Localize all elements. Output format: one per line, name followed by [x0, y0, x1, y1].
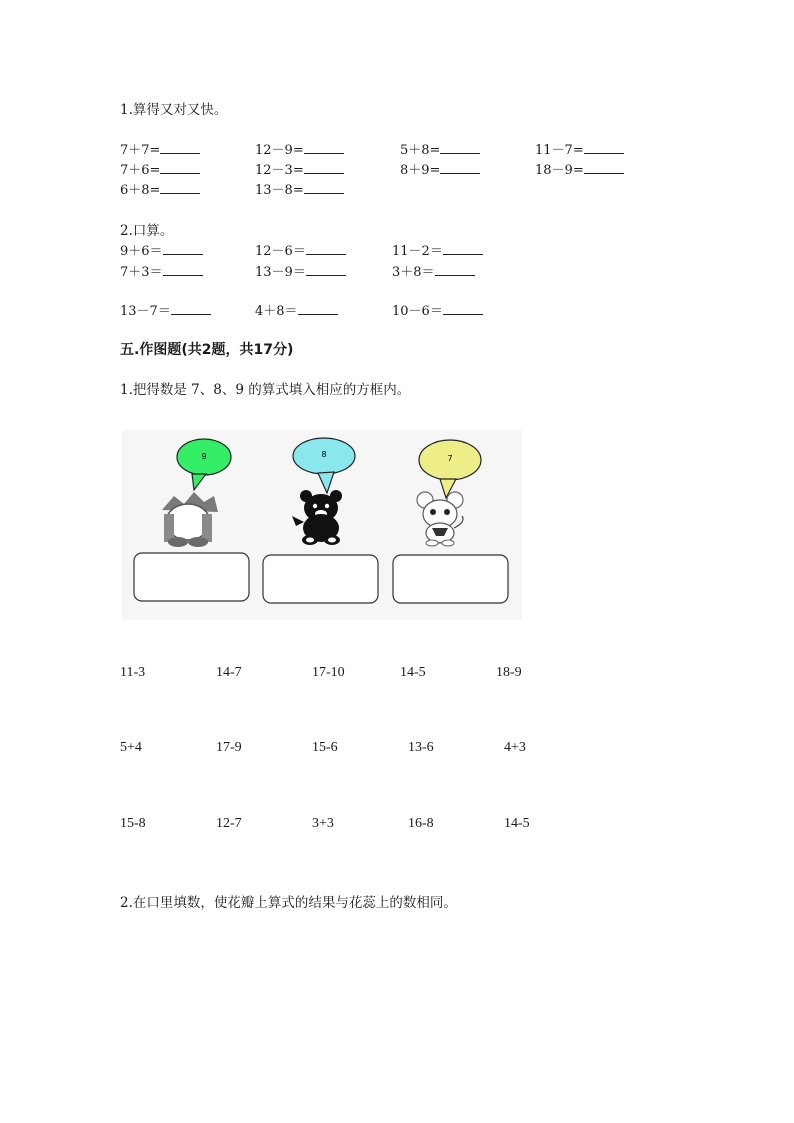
- q2-row2-item2: 13－9＝: [255, 261, 346, 280]
- answer-blank[interactable]: [440, 161, 480, 174]
- formula-item: 16-8: [408, 816, 434, 831]
- answer-blank[interactable]: [171, 302, 211, 315]
- answer-blank[interactable]: [443, 242, 483, 255]
- formula-item: 3+3: [312, 816, 334, 831]
- answer-box-9[interactable]: [134, 553, 249, 601]
- answer-blank[interactable]: [443, 302, 483, 315]
- q1-row3-item2: 13－8=: [255, 179, 344, 198]
- q2-row3-item3: 10－6＝: [392, 300, 483, 319]
- answer-blank[interactable]: [304, 161, 344, 174]
- formula-item: 14-5: [504, 816, 530, 831]
- q2-row1-item2: 12－6＝: [255, 240, 346, 259]
- answer-blank[interactable]: [163, 263, 203, 276]
- speech-bubble-7: [419, 440, 481, 498]
- q2-row3-item2: 4＋8＝: [255, 300, 338, 319]
- formula-item: 17-10: [312, 665, 345, 680]
- answer-blank[interactable]: [306, 263, 346, 276]
- q1-row1-item4: 11－7=: [535, 139, 624, 158]
- answer-blank[interactable]: [160, 181, 200, 194]
- q2-row2-item3: 3＋8＝: [392, 261, 475, 280]
- q2-row3-item1: 13－7＝: [120, 300, 211, 319]
- speech-bubble-8: [293, 438, 355, 493]
- q1-row2-item4: 18－9=: [535, 159, 624, 178]
- answer-blank[interactable]: [435, 263, 475, 276]
- answer-blank[interactable]: [440, 141, 480, 154]
- animal-figure: [122, 430, 522, 620]
- q2-row2-item1: 7＋3＝: [120, 261, 203, 280]
- grey-creature-illustration: [162, 492, 218, 547]
- q1-row1-item2: 12－9=: [255, 139, 344, 158]
- formula-item: 17-9: [216, 740, 242, 755]
- q1-row2-item3: 8＋9=: [400, 159, 480, 178]
- bubble-number: 8: [321, 450, 327, 459]
- section-heading: 五.作图题(共2题，共17分): [120, 342, 294, 358]
- answer-blank[interactable]: [584, 141, 624, 154]
- answer-blank[interactable]: [584, 161, 624, 174]
- q1-row3-item1: 6＋8=: [120, 179, 200, 198]
- formula-item: 12-7: [216, 816, 242, 831]
- formula-item: 18-9: [496, 665, 522, 680]
- mouse-illustration: [417, 492, 463, 546]
- q2-title: 2.口算。: [120, 223, 174, 239]
- answer-blank[interactable]: [304, 181, 344, 194]
- animal-figure-svg: [122, 430, 522, 620]
- q1-title: 1.算得又对又快。: [120, 102, 228, 118]
- formula-item: 15-8: [120, 816, 146, 831]
- q2-row1-item3: 11－2＝: [392, 240, 483, 259]
- formula-item: 11-3: [120, 665, 146, 680]
- formula-item: 13-6: [408, 740, 434, 755]
- answer-blank[interactable]: [304, 141, 344, 154]
- speech-bubble-9: [177, 439, 231, 490]
- formula-item: 14-5: [400, 665, 426, 680]
- answer-blank[interactable]: [160, 161, 200, 174]
- s5-q2-text: 2.在口里填数，使花瓣上算式的结果与花蕊上的数相同。: [120, 895, 457, 911]
- q1-row2-item1: 7＋6=: [120, 159, 200, 178]
- answer-blank[interactable]: [163, 242, 203, 255]
- formula-item: 15-6: [312, 740, 338, 755]
- answer-blank[interactable]: [298, 302, 338, 315]
- formula-item: 5+4: [120, 740, 142, 755]
- q1-row1-item3: 5＋8=: [400, 139, 480, 158]
- s5-q1-text: 1.把得数是 7、8、9 的算式填入相应的方框内。: [120, 382, 411, 398]
- answer-box-8[interactable]: [263, 555, 378, 603]
- answer-blank[interactable]: [160, 141, 200, 154]
- q2-row1-item1: 9＋6＝: [120, 240, 203, 259]
- answer-box-7[interactable]: [393, 555, 508, 603]
- formula-item: 4+3: [504, 740, 526, 755]
- bubble-number: 7: [447, 454, 453, 463]
- q1-row1-item1: 7＋7=: [120, 139, 200, 158]
- black-bear-illustration: [292, 490, 342, 545]
- bubble-number: 9: [201, 452, 207, 461]
- q1-row2-item2: 12－3=: [255, 159, 344, 178]
- answer-blank[interactable]: [306, 242, 346, 255]
- formula-item: 14-7: [216, 665, 242, 680]
